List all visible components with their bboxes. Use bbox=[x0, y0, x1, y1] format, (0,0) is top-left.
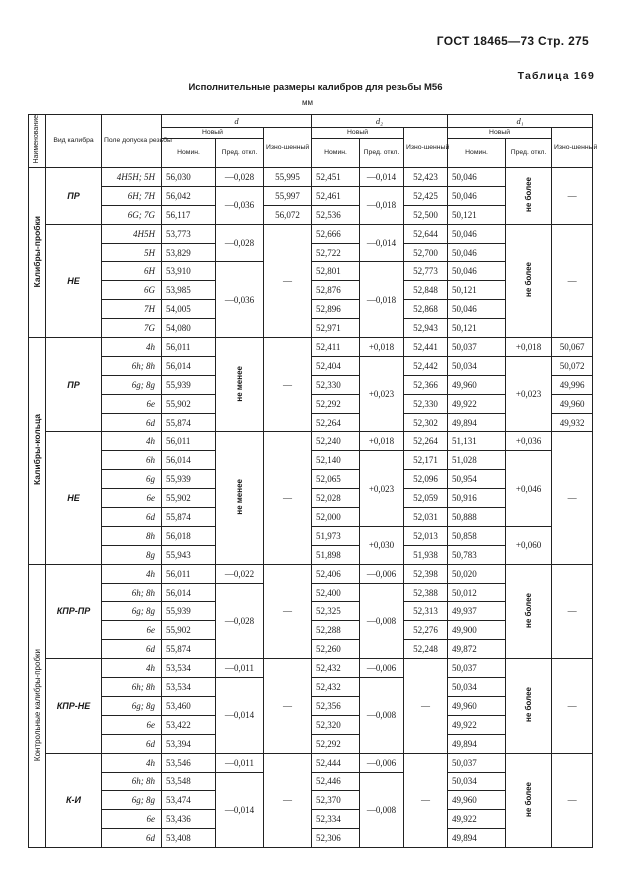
table-cell: 50,037 bbox=[448, 753, 506, 772]
table-cell: 52,404 bbox=[312, 356, 360, 375]
table-cell: 8h bbox=[102, 526, 162, 545]
table-cell: 52,028 bbox=[312, 489, 360, 508]
table-cell: 50,046 bbox=[448, 224, 506, 243]
table-cell: 52,276 bbox=[404, 621, 448, 640]
table-cell: 52,031 bbox=[404, 508, 448, 527]
table-cell: 7G bbox=[102, 319, 162, 338]
table-cell: 6g; 8g bbox=[102, 602, 162, 621]
table-cell: —0,036 bbox=[216, 262, 264, 338]
table-cell: 52,330 bbox=[404, 394, 448, 413]
table-cell: 56,030 bbox=[162, 168, 216, 187]
vertical-label: Калибры-кольца bbox=[32, 414, 42, 486]
table-cell: 49,872 bbox=[448, 640, 506, 659]
table-cell: —0,028 bbox=[216, 583, 264, 659]
table-cell: 6h; 8h bbox=[102, 583, 162, 602]
table-cell: 52,325 bbox=[312, 602, 360, 621]
table-cell: 52,000 bbox=[312, 508, 360, 527]
table-cell: 50,037 bbox=[448, 338, 506, 357]
table-cell: 49,922 bbox=[448, 715, 506, 734]
table-cell: 55,995 bbox=[264, 168, 312, 187]
kind-label: КПР-НЕ bbox=[46, 659, 102, 753]
table-cell: — bbox=[264, 564, 312, 658]
table-cell: 52,320 bbox=[312, 715, 360, 734]
table-cell: 51,973 bbox=[312, 526, 360, 545]
table-cell: 50,072 bbox=[552, 356, 593, 375]
table-row bbox=[29, 356, 593, 375]
table-cell: 52,240 bbox=[312, 432, 360, 451]
table-cell: 52,059 bbox=[404, 489, 448, 508]
table-row bbox=[29, 224, 593, 243]
table-cell: —0,011 bbox=[216, 659, 264, 678]
table-cell: 56,011 bbox=[162, 432, 216, 451]
table-cell: 6d bbox=[102, 640, 162, 659]
table-cell: 49,900 bbox=[448, 621, 506, 640]
table-cell: 53,408 bbox=[162, 829, 216, 848]
table-cell: 50,121 bbox=[448, 205, 506, 224]
not-less-label bbox=[216, 338, 264, 432]
table-cell: — bbox=[404, 753, 448, 847]
table-cell: 51,938 bbox=[404, 545, 448, 564]
not-more-label bbox=[506, 564, 552, 658]
not-more-label bbox=[506, 168, 552, 225]
table-cell: 53,422 bbox=[162, 715, 216, 734]
table-cell: 52,248 bbox=[404, 640, 448, 659]
table-cell: 52,432 bbox=[312, 678, 360, 697]
table-cell: 6g; 8g bbox=[102, 791, 162, 810]
table-cell: 49,922 bbox=[448, 810, 506, 829]
table-cell: 55,902 bbox=[162, 621, 216, 640]
table-cell: —0,008 bbox=[360, 772, 404, 848]
table-cell: 53,829 bbox=[162, 243, 216, 262]
table-cell: 52,370 bbox=[312, 791, 360, 810]
table-cell: —0,018 bbox=[360, 186, 404, 224]
table-cell: 50,034 bbox=[448, 772, 506, 791]
table-cell: 50,888 bbox=[448, 508, 506, 527]
table-cell: 6G bbox=[102, 281, 162, 300]
table-row bbox=[29, 659, 593, 678]
col-tolerance-header: Поле допуска резьбы bbox=[102, 115, 162, 168]
kind-label: НЕ bbox=[46, 432, 102, 564]
table-cell: —0,018 bbox=[360, 262, 404, 338]
table-cell: 50,046 bbox=[448, 262, 506, 281]
table-cell: —0,006 bbox=[360, 659, 404, 678]
vertical-label: не более bbox=[524, 177, 534, 213]
table-cell: +0,036 bbox=[506, 432, 552, 451]
table-cell: +0,023 bbox=[360, 356, 404, 432]
table-row bbox=[29, 526, 593, 545]
table-cell: 52,446 bbox=[312, 772, 360, 791]
table-cell: 52,700 bbox=[404, 243, 448, 262]
table-cell: —0,006 bbox=[360, 564, 404, 583]
table-row bbox=[29, 564, 593, 583]
table-cell: 52,096 bbox=[404, 470, 448, 489]
table-cell: 55,943 bbox=[162, 545, 216, 564]
table-cell: — bbox=[404, 659, 448, 753]
table-cell: — bbox=[264, 753, 312, 847]
kind-label: ПР bbox=[46, 338, 102, 432]
col-d1-header: d₁ bbox=[448, 115, 593, 128]
table-cell: — bbox=[264, 432, 312, 564]
table-cell: 53,460 bbox=[162, 696, 216, 715]
table-cell: 55,997 bbox=[264, 186, 312, 205]
units-label: мм bbox=[302, 98, 313, 107]
table-cell: 55,939 bbox=[162, 602, 216, 621]
table-cell: 50,046 bbox=[448, 186, 506, 205]
table-cell: 52,896 bbox=[312, 300, 360, 319]
table-cell: 52,302 bbox=[404, 413, 448, 432]
table-cell: 52,773 bbox=[404, 262, 448, 281]
d2-worn-header: Изно-шенный bbox=[404, 128, 448, 168]
table-cell: — bbox=[552, 659, 593, 753]
table-cell: 50,067 bbox=[552, 338, 593, 357]
d2-new-header: Новый bbox=[312, 128, 404, 139]
table-cell: 52,264 bbox=[404, 432, 448, 451]
table-cell: 53,534 bbox=[162, 678, 216, 697]
d2-nominal-header: Номин. bbox=[312, 139, 360, 168]
table-cell: 56,072 bbox=[264, 205, 312, 224]
table-cell: 52,441 bbox=[404, 338, 448, 357]
table-cell: 52,500 bbox=[404, 205, 448, 224]
table-cell: 49,996 bbox=[552, 375, 593, 394]
table-cell: 49,960 bbox=[448, 696, 506, 715]
table-cell: 7H bbox=[102, 300, 162, 319]
table-cell: — bbox=[264, 338, 312, 432]
table-cell: —0,011 bbox=[216, 753, 264, 772]
table-cell: 6d bbox=[102, 413, 162, 432]
table-cell: — bbox=[552, 168, 593, 225]
d-worn-header: Изно-шенный bbox=[264, 128, 312, 168]
table-cell: 50,858 bbox=[448, 526, 506, 545]
vertical-label: не более bbox=[524, 262, 534, 298]
table-cell: 50,012 bbox=[448, 583, 506, 602]
table-row bbox=[29, 432, 593, 451]
table-cell: +0,046 bbox=[506, 451, 552, 527]
table-cell: 50,046 bbox=[448, 168, 506, 187]
table-cell: 56,042 bbox=[162, 186, 216, 205]
table-cell: 54,080 bbox=[162, 319, 216, 338]
table-cell: +0,018 bbox=[506, 338, 552, 357]
not-more-label bbox=[506, 659, 552, 753]
table-cell: +0,018 bbox=[360, 432, 404, 451]
table-cell: 52,801 bbox=[312, 262, 360, 281]
table-cell: 6h bbox=[102, 451, 162, 470]
table-cell: 52,288 bbox=[312, 621, 360, 640]
d2-dev-header: Пред. откл. bbox=[360, 139, 404, 168]
table-cell: +0,030 bbox=[360, 526, 404, 564]
table-cell: 56,014 bbox=[162, 356, 216, 375]
table-cell: 50,034 bbox=[448, 356, 506, 375]
table-cell: 52,306 bbox=[312, 829, 360, 848]
table-number: Таблица 169 bbox=[517, 70, 595, 82]
table-cell: 4h bbox=[102, 753, 162, 772]
table-cell: 56,011 bbox=[162, 338, 216, 357]
table-row bbox=[29, 168, 593, 187]
table-cell: +0,060 bbox=[506, 526, 552, 564]
d-new-header: Новый bbox=[162, 128, 264, 139]
col-d2-header: d₂ bbox=[312, 115, 448, 128]
table-cell: 50,037 bbox=[448, 659, 506, 678]
table-cell: +0,018 bbox=[360, 338, 404, 357]
table-cell: 52,356 bbox=[312, 696, 360, 715]
vertical-label: не менее bbox=[235, 479, 244, 515]
kind-label: КПР-ПР bbox=[46, 564, 102, 658]
table-cell: 6H bbox=[102, 262, 162, 281]
table-cell: 4h bbox=[102, 659, 162, 678]
table-cell: 50,954 bbox=[448, 470, 506, 489]
table-cell: — bbox=[552, 224, 593, 337]
table-cell: 51,131 bbox=[448, 432, 506, 451]
table-cell: 53,546 bbox=[162, 753, 216, 772]
table-cell: 52,171 bbox=[404, 451, 448, 470]
d1-worn-header: Изно-шенный bbox=[552, 128, 593, 168]
table-cell: +0,023 bbox=[360, 451, 404, 527]
table-cell: —0,008 bbox=[360, 583, 404, 659]
table-cell: 56,014 bbox=[162, 451, 216, 470]
table-cell: 6e bbox=[102, 394, 162, 413]
table-cell: —0,028 bbox=[216, 224, 264, 262]
table-cell: 52,334 bbox=[312, 810, 360, 829]
table-cell: 6h; 8h bbox=[102, 772, 162, 791]
table-cell: +0,023 bbox=[506, 356, 552, 432]
table-cell: — bbox=[264, 224, 312, 337]
table-row bbox=[29, 338, 593, 357]
table-cell: 52,065 bbox=[312, 470, 360, 489]
table-cell: 52,264 bbox=[312, 413, 360, 432]
table-cell: 6g; 8g bbox=[102, 375, 162, 394]
table-cell: 4h bbox=[102, 338, 162, 357]
table-cell: 50,046 bbox=[448, 243, 506, 262]
d-nominal-header: Номин. bbox=[162, 139, 216, 168]
table-cell: 53,910 bbox=[162, 262, 216, 281]
table-cell: 6H; 7H bbox=[102, 186, 162, 205]
table-cell: 50,020 bbox=[448, 564, 506, 583]
table-cell: — bbox=[552, 564, 593, 658]
table-cell: 52,461 bbox=[312, 186, 360, 205]
table-cell: — bbox=[552, 432, 593, 564]
table-title: Исполнительные размеры калибров для резьбы М56 bbox=[188, 82, 443, 93]
table-cell: 52,292 bbox=[312, 734, 360, 753]
table-cell: 52,425 bbox=[404, 186, 448, 205]
vertical-label: не более bbox=[524, 592, 534, 628]
table-cell: 4h bbox=[102, 432, 162, 451]
d1-dev-header: Пред. откл. bbox=[506, 139, 552, 168]
table-cell: 6g; 8g bbox=[102, 696, 162, 715]
table-cell: —0,014 bbox=[216, 678, 264, 754]
table-cell: 49,960 bbox=[448, 791, 506, 810]
d1-new-header: Новый bbox=[448, 128, 552, 139]
table-cell: 55,902 bbox=[162, 489, 216, 508]
d1-nominal-header: Номин. bbox=[448, 139, 506, 168]
table-cell: 50,046 bbox=[448, 300, 506, 319]
table-cell: 52,451 bbox=[312, 168, 360, 187]
table-cell: 52,411 bbox=[312, 338, 360, 357]
table-cell: 6e bbox=[102, 621, 162, 640]
table-cell: 52,868 bbox=[404, 300, 448, 319]
table-cell: 55,902 bbox=[162, 394, 216, 413]
table-cell: 6h; 8h bbox=[102, 356, 162, 375]
table-cell: 49,932 bbox=[552, 413, 593, 432]
table-cell: 50,916 bbox=[448, 489, 506, 508]
table-cell: 51,028 bbox=[448, 451, 506, 470]
table-cell: 51,898 bbox=[312, 545, 360, 564]
table-cell: 52,366 bbox=[404, 375, 448, 394]
not-less-label bbox=[216, 432, 264, 564]
table-cell: 52,666 bbox=[312, 224, 360, 243]
table-cell: —0,008 bbox=[360, 678, 404, 754]
not-more-label bbox=[506, 753, 552, 847]
kind-label: К-И bbox=[46, 753, 102, 847]
table-cell: 6e bbox=[102, 810, 162, 829]
col-kind-header: Вид калибра bbox=[46, 115, 102, 168]
table-cell: 52,013 bbox=[404, 526, 448, 545]
table-cell: 52,313 bbox=[404, 602, 448, 621]
table-cell: 52,406 bbox=[312, 564, 360, 583]
table-cell: 6e bbox=[102, 489, 162, 508]
table-cell: 55,874 bbox=[162, 508, 216, 527]
table-cell: 6d bbox=[102, 508, 162, 527]
table-cell: 49,922 bbox=[448, 394, 506, 413]
table-cell: —0,014 bbox=[216, 772, 264, 848]
table-cell: 55,939 bbox=[162, 375, 216, 394]
table-cell: 50,121 bbox=[448, 281, 506, 300]
group-label-plugs bbox=[29, 168, 46, 338]
group-label-rings bbox=[29, 338, 46, 565]
table-cell: 53,474 bbox=[162, 791, 216, 810]
table-cell: 49,894 bbox=[448, 734, 506, 753]
dimensions-table bbox=[28, 114, 598, 848]
col-name-header bbox=[29, 115, 46, 168]
table-cell: 49,960 bbox=[552, 394, 593, 413]
table-cell: 50,121 bbox=[448, 319, 506, 338]
table-cell: —0,022 bbox=[216, 564, 264, 583]
table-cell: 49,960 bbox=[448, 375, 506, 394]
table-cell: 6h; 8h bbox=[102, 678, 162, 697]
table-cell: — bbox=[264, 659, 312, 753]
table-cell: 49,894 bbox=[448, 413, 506, 432]
table-row bbox=[29, 753, 593, 772]
table-cell: —0,028 bbox=[216, 168, 264, 187]
table-cell: 56,018 bbox=[162, 526, 216, 545]
table-cell: —0,014 bbox=[360, 224, 404, 262]
table-cell: 49,894 bbox=[448, 829, 506, 848]
table-cell: 8g bbox=[102, 545, 162, 564]
vertical-label: не менее bbox=[235, 365, 244, 402]
table-cell: — bbox=[552, 753, 593, 847]
table-cell: 55,874 bbox=[162, 640, 216, 659]
table-cell: 56,011 bbox=[162, 564, 216, 583]
table-cell: —0,036 bbox=[216, 186, 264, 224]
table-cell: 4H5H; 5H bbox=[102, 168, 162, 187]
table-cell: 4h bbox=[102, 564, 162, 583]
table-cell: 52,432 bbox=[312, 659, 360, 678]
table-cell: 50,034 bbox=[448, 678, 506, 697]
table-cell: 6G; 7G bbox=[102, 205, 162, 224]
table-cell: 52,442 bbox=[404, 356, 448, 375]
vertical-label: не более bbox=[524, 687, 534, 723]
table-cell: 52,971 bbox=[312, 319, 360, 338]
col-d-header: d bbox=[162, 115, 312, 128]
table-cell: 52,140 bbox=[312, 451, 360, 470]
table-cell: 53,773 bbox=[162, 224, 216, 243]
table-cell: 52,260 bbox=[312, 640, 360, 659]
table-cell: 49,937 bbox=[448, 602, 506, 621]
table-cell: 52,722 bbox=[312, 243, 360, 262]
table-cell: —0,014 bbox=[360, 168, 404, 187]
table-cell: 5H bbox=[102, 243, 162, 262]
group-label-control-plugs bbox=[29, 564, 46, 847]
table-row bbox=[29, 451, 593, 470]
table-cell: 52,398 bbox=[404, 564, 448, 583]
table-cell: 53,394 bbox=[162, 734, 216, 753]
table-cell: 52,330 bbox=[312, 375, 360, 394]
table-cell: 56,117 bbox=[162, 205, 216, 224]
table-cell: 4H5H bbox=[102, 224, 162, 243]
table-cell: 53,548 bbox=[162, 772, 216, 791]
vertical-label: Наименование bbox=[33, 115, 40, 164]
table-cell: 52,423 bbox=[404, 168, 448, 187]
table-cell: 53,436 bbox=[162, 810, 216, 829]
table-cell: 55,874 bbox=[162, 413, 216, 432]
table-cell: 52,388 bbox=[404, 583, 448, 602]
table-cell: 52,444 bbox=[312, 753, 360, 772]
page-header: ГОСТ 18465—73 Стр. 275 bbox=[436, 34, 589, 48]
table-cell: 56,014 bbox=[162, 583, 216, 602]
table-cell: 55,939 bbox=[162, 470, 216, 489]
kind-label: НЕ bbox=[46, 224, 102, 337]
vertical-label: Калибры-пробки bbox=[32, 215, 42, 288]
table-cell: 52,292 bbox=[312, 394, 360, 413]
table-cell: 50,783 bbox=[448, 545, 506, 564]
table-cell: 52,644 bbox=[404, 224, 448, 243]
kind-label: ПР bbox=[46, 168, 102, 225]
table-cell: 53,985 bbox=[162, 281, 216, 300]
table-cell: 6e bbox=[102, 715, 162, 734]
d-dev-header: Пред. откл. bbox=[216, 139, 264, 168]
table-cell: 53,534 bbox=[162, 659, 216, 678]
table-cell: 6d bbox=[102, 829, 162, 848]
table-cell: 52,536 bbox=[312, 205, 360, 224]
not-more-label bbox=[506, 224, 552, 337]
vertical-label: не более bbox=[524, 781, 534, 817]
table-cell: 52,876 bbox=[312, 281, 360, 300]
table-cell: —0,006 bbox=[360, 753, 404, 772]
table-cell: 6d bbox=[102, 734, 162, 753]
table-cell: 52,848 bbox=[404, 281, 448, 300]
table-cell: 6g bbox=[102, 470, 162, 489]
table-cell: 54,005 bbox=[162, 300, 216, 319]
vertical-label: Контрольные калибры-пробки bbox=[32, 648, 42, 761]
table-cell: 52,400 bbox=[312, 583, 360, 602]
table-cell: 52,943 bbox=[404, 319, 448, 338]
